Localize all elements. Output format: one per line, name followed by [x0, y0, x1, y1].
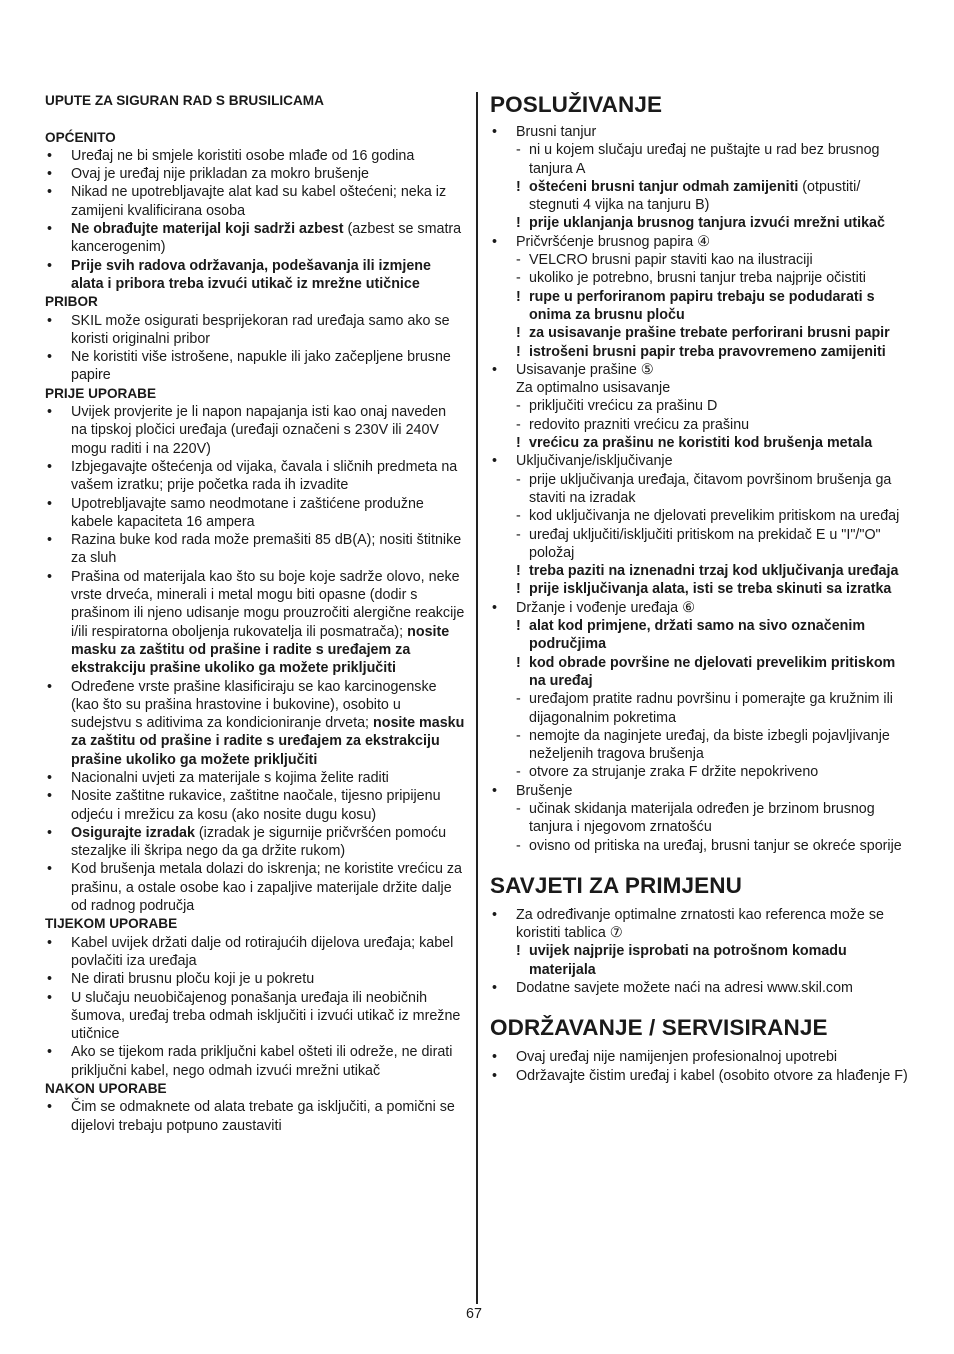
subsection-heading: PRIBOR: [45, 294, 98, 310]
bullet-item: [45, 312, 465, 349]
bullet-item: [45, 989, 465, 1044]
bold-text: rupe u perforiranom papiru trebaju se podudarati s onima za brusnu ploču: [529, 288, 875, 323]
dash-item: [490, 837, 910, 855]
bullet-item: [45, 934, 465, 971]
section-title: POSLUŽIVANJE: [490, 92, 663, 117]
dash-item: [490, 507, 910, 525]
bold-text: nosite masku za zaštitu od prašine i radite s uređajem za ekstrakciju prašine ukoliko ga možete priključiti: [71, 715, 465, 768]
text: Ako se tijekom rada priključni kabel ošteti ili odreže, ne dirati priključni kabel, nego odmah izvući mrežni utikač: [71, 1044, 453, 1079]
text: Uređaj ne bi smjele koristiti osobe mlađe od 16 godina: [71, 147, 415, 164]
dash-item: [490, 763, 910, 781]
text: Prašina od materijala kao što su boje koje sadrže olovo, neke vrste drveća, minerali i metal mogu biti opasne (dodir s prašinom ili njeno udisanje mogu prouzročiti alergične reakcije i/ili respiratorna oboljenja rukovatelja ili posmatrača);: [71, 568, 465, 640]
text: Izbjegavajte oštećenja od vijaka, čavala i sličnih predmeta na vašem izratku; prije početka rada ih izvadite: [71, 458, 458, 494]
paragraph: [490, 379, 910, 397]
bullet-item: [45, 220, 465, 257]
text: U slučaju neuobičajenog ponašanja uređaja ili neobičnih šumova, uređaj treba odmah isključiti i izvući utikač iz mrežne utičnice: [71, 989, 461, 1043]
text: Nacionalni uvjeti za materijale s kojima želite raditi: [71, 769, 389, 786]
bullet-item: [45, 147, 465, 165]
warning-item: [490, 343, 910, 361]
text: Nosite zaštitne rukavice, zaštitne naočale, tijesno pripijenu odjeću i mrežicu za kosu (ako nosite dugu kosu): [71, 788, 441, 823]
bold-text: nosite masku za zaštitu od prašine i radite s uređajem za ekstrakciju prašine ukoliko ga možete priključiti: [71, 623, 450, 677]
bullet-item: [490, 1067, 910, 1085]
bold-text: istrošeni brusni papir treba pravovremeno zamijeniti: [529, 343, 886, 360]
bullet-item: [45, 403, 465, 458]
bullet-item: [490, 599, 910, 617]
bullet-item: [490, 782, 910, 800]
subsection-heading: TIJEKOM UPORABE: [45, 916, 178, 932]
text: Brušenje: [516, 782, 573, 799]
text: Kod brušenja metala dolazi do iskrenja; ne koristite vrećicu za prašinu, a ostale osobe kao i zapaljive materijale držite dalje od radnog područja: [71, 861, 462, 915]
text: Razina buke kod rada može premašiti 85 dB(A); nositi štitnike za sluh: [71, 532, 462, 567]
text: Usisavanje prašine ⑤: [516, 361, 654, 378]
bullet-item: [490, 452, 910, 470]
text: ni u kojem slučaju uređaj ne puštajte u rad bez brusnog tanjura A: [529, 142, 880, 177]
bullet-item: [490, 906, 910, 943]
text: Pričvršćenje brusnog papira ④: [516, 233, 710, 250]
bullet-item: [45, 678, 465, 769]
bold-text: prije isključivanja alata, isti se treba skinuti sa izratka: [529, 581, 892, 598]
text: ovisno od pritiska na uređaj, brusni tanjur se okreće sporije: [529, 837, 902, 854]
text: Brusni tanjur: [516, 124, 597, 140]
text: Uvijek provjerite je li napon napajanja isti kao onaj naveden na tipskoj pločici uređaja (uređaji označeni s 230V ili 240V mogu raditi i na 220V): [71, 404, 447, 457]
bullet-item: [45, 787, 465, 824]
warning-item: [490, 654, 910, 691]
text: (otpustiti/ stegnuti 4 vijka na tanjuru B): [529, 178, 861, 214]
warning-item: [490, 214, 910, 232]
bold-text: Ne obrađujte materijal koji sadrži azbest: [71, 221, 344, 238]
bullet-item: [45, 970, 465, 988]
text: kod uključivanja ne djelovati prevelikim pritiskom na uređaj: [529, 508, 900, 525]
text: Upotrebljavajte samo neodmotane i zaštićene produžne kabele kapaciteta 16 ampera: [71, 495, 424, 530]
subsection-heading: OPĆENITO: [45, 129, 116, 145]
bold-text: Osigurajte izradak: [71, 824, 195, 841]
text: Dodatne savjete možete naći na adresi www.skil.com: [516, 980, 853, 997]
warning-item: [490, 434, 910, 452]
bold-text: kod obrade površine ne djelovati prevelikim pritiskom na uređaj: [529, 654, 896, 689]
right-column: [490, 92, 910, 1085]
text: prije uključivanja uređaja, čitavom površinom brušenja ga staviti na izradak: [529, 471, 892, 506]
text: Određene vrste prašine klasificiraju se kao karcinogenske (kao što su prašina hrastovine i bukovine), osobito u sudejstvu s aditivima za kondicioniranje drveta;: [71, 678, 437, 732]
dash-item: [490, 800, 910, 837]
subsection-heading: NAKON UPORABE: [45, 1081, 167, 1097]
text: Ovaj je uređaj nije prikladan za mokro brušenje: [71, 166, 370, 183]
text: uređaj uključiti/isključiti pritiskom na prekidač E u "I"/"O" položaj: [529, 526, 881, 561]
dash-item: [490, 141, 910, 178]
warning-item: [490, 942, 910, 979]
section-title: SAVJETI ZA PRIMJENU: [490, 872, 742, 898]
text: ukoliko je potrebno, brusni tanjur treba najprije očistiti: [529, 270, 866, 287]
text: Držanje i vođenje uređaja ⑥: [516, 599, 695, 616]
bullet-item: [45, 769, 465, 787]
bullet-item: [45, 348, 465, 385]
bullet-item: [45, 860, 465, 915]
left-column: [45, 92, 465, 1135]
bullet-item: [45, 165, 465, 183]
dash-item: [490, 471, 910, 508]
text: Kabel uvijek držati dalje od rotirajućih dijelova uređaja; kabel povlačiti iza uređaja: [71, 934, 454, 969]
text: Nikad ne upotrebljavajte alat kad su kabel oštećeni; neka iz zamijeni kvalificirana osoba: [71, 184, 447, 219]
text: nemojte da naginjete uređaj, da biste izbegli pojavljivanje neželjenih tragova brušenja: [529, 727, 890, 763]
text: učinak skidanja materijala određen je brzinom brusnog tanjura i njegovom zrnatošću: [529, 800, 875, 836]
bold-text: vrećicu za prašinu ne koristiti kod brušenja metala: [529, 435, 873, 452]
dash-item: [490, 526, 910, 563]
warning-item: [490, 580, 910, 598]
text: Za određivanje optimalne zrnatosti kao referenca može se koristiti tablica ⑦: [516, 906, 884, 942]
text: Uključivanje/isključivanje: [516, 453, 673, 470]
bold-text: Prije svih radova održavanja, podešavanja ili izmjene alata i pribora treba izvući utikač iz mrežne utičnice: [71, 257, 431, 292]
text: Održavajte čistim uređaj i kabel (osobito otvore za hlađenje F): [516, 1067, 908, 1084]
text: (azbest se smatra kancerogenim): [71, 221, 462, 256]
bold-text: prije uklanjanja brusnog tanjura izvući mrežni utikač: [529, 215, 885, 232]
bold-text: uvijek najprije isprobati na potrošnom komadu materijala: [529, 943, 847, 978]
bullet-item: [45, 824, 465, 861]
text: SKIL može osigurati besprijekoran rad uređaja samo ako se koristi originalni pribor: [71, 312, 450, 347]
warning-item: [490, 324, 910, 342]
bullet-item: [45, 568, 465, 678]
text: priključiti vrećicu za prašinu D: [529, 398, 718, 415]
warning-item: [490, 288, 910, 325]
text: Ne koristiti više istrošene, napukle ili jako začepljene brusne papire: [71, 349, 451, 384]
bullet-item: [45, 183, 465, 220]
dash-item: [490, 690, 910, 727]
bold-text: za usisavanje prašine trebate perforirani brusni papir: [529, 325, 890, 342]
text: redovito prazniti vrećicu za prašinu: [529, 416, 750, 433]
dash-item: [490, 269, 910, 287]
text: Ovaj uređaj nije namijenjen profesionalnoj upotrebi: [516, 1049, 838, 1066]
column-divider: [476, 92, 478, 1304]
subsection-heading: UPUTE ZA SIGURAN RAD S BRUSILICAMA: [45, 93, 324, 108]
bullet-item: [45, 531, 465, 568]
bullet-item: [490, 361, 910, 379]
dash-item: [490, 727, 910, 764]
bullet-item: [490, 979, 910, 997]
bullet-item: [490, 233, 910, 251]
spacer: [45, 110, 465, 128]
dash-item: [490, 397, 910, 415]
text: VELCRO brusni papir staviti kao na ilustraciji: [529, 252, 813, 269]
section-title: ODRŽAVANJE / SERVISIRANJE: [490, 1015, 828, 1041]
text: Čim se odmaknete od alata trebate ga isključiti, a pomični se dijelovi trebaju potpuno zaustaviti: [71, 1099, 455, 1134]
subsection-heading: PRIJE UPORABE: [45, 385, 157, 401]
bullet-item: [490, 123, 910, 141]
bullet-item: [45, 257, 465, 294]
text: Za optimalno usisavanje: [516, 380, 671, 397]
bold-text: oštećeni brusni tanjur odmah zamijeniti: [529, 178, 799, 195]
text: (izradak je sigurnije pričvršćen pomoću stezaljke ili škripa nego da ga držite rukom): [71, 824, 447, 860]
warning-item: [490, 562, 910, 580]
bullet-item: [45, 1043, 465, 1080]
dash-item: [490, 416, 910, 434]
dash-item: [490, 251, 910, 269]
warning-item: [490, 178, 910, 215]
bold-text: alat kod primjene, držati samo na sivo označenim područjima: [529, 618, 866, 653]
bullet-item: [490, 1048, 910, 1066]
text: uređajom pratite radnu površinu i pomerajte ga kružnim ili dijagonalnim pokretima: [529, 691, 893, 726]
bullet-item: [45, 495, 465, 532]
bold-text: treba paziti na iznenadni trzaj kod uključivanja uređaja: [529, 563, 899, 580]
bullet-item: [45, 458, 465, 495]
text: otvore za strujanje zraka F držite nepokriveno: [529, 764, 819, 781]
warning-item: [490, 617, 910, 654]
page-number: 67: [466, 1306, 482, 1322]
bullet-item: [45, 1098, 465, 1135]
text: Ne dirati brusnu ploču koji je u pokretu: [71, 971, 315, 988]
